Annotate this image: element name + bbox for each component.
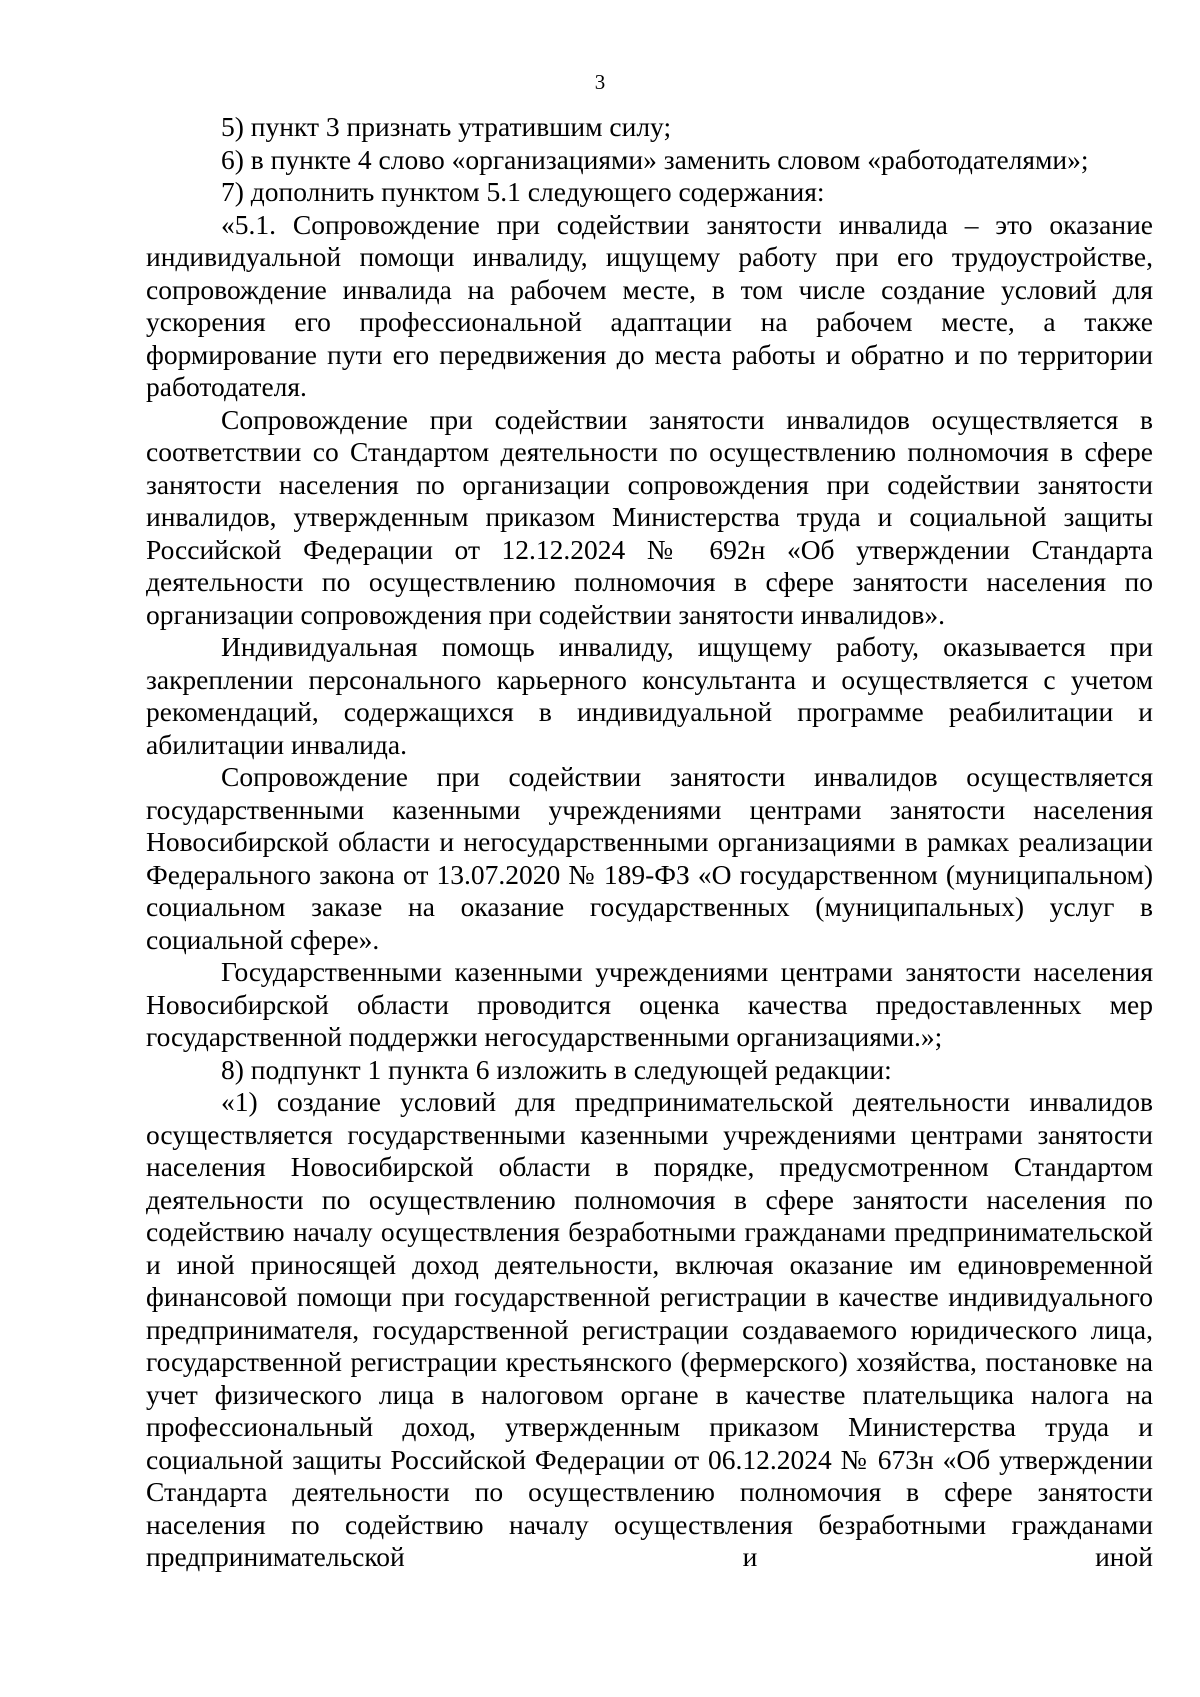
paragraph-item-6: 6) в пункте 4 слово «организациями» заменить словом «работодателями»; — [221, 143, 1089, 175]
paragraph-support-standard: Сопровождение при содействии занятости инвалидов осуществляется в соответствии со Стандартом деятельности по осуществлению полномочия в сфере занятости населения по организации сопровождения при содействии занятости инвалидов, утвержденным приказом Министерства труда и социальной защиты Российской Федерации от 12.12.2024 № 692н «Об утверждении Стандарта деятельности по осуществлению полномочия в сфере занятости населения по организации сопровождения при содействии занятости инвалидов». — [146, 403, 1153, 630]
paragraph-item-7: 7) дополнить пунктом 5.1 следующего содержания: — [221, 176, 825, 207]
paragraph-item-8: 8) подпункт 1 пункта 6 изложить в следующей редакции: — [221, 1053, 892, 1085]
paragraph-support-providers: Сопровождение при содействии занятости инвалидов осуществляется государственными казенными учреждениями центрами занятости населения Новосибирской области и негосударственными организациями в рамках реализации Федерального закона от 13.07.2020 № 189-ФЗ «О государственном (муниципальном) социальном заказе на оказание государственных (муниципальных) услуг в социальной сфере». — [146, 761, 1153, 955]
paragraph-clause-5-1: «5.1. Сопровождение при содействии занятости инвалида – это оказание индивидуальной помощи инвалиду, ищущему работу при его трудоустройстве, сопровождение инвалида на рабочем месте, в том числе создание условий для ускорения его профессиональной адаптации на рабочем месте, а также формирование пути его передвижения до места работы и обратно и по территории работодателя. — [146, 208, 1153, 402]
paragraph-quality-assessment: Государственными казенными учреждениями центрами занятости населения Новосибирской области проводится оценка качества предоставленных мер государственной поддержки негосударственными организациями.»; — [146, 956, 1153, 1052]
page-number: 3 — [594, 70, 606, 94]
paragraph-individual-help: Индивидуальная помощь инвалиду, ищущему работу, оказывается при закреплении персонального карьерного консультанта и осуществляется с учетом рекомендаций, содержащихся в индивидуальной программе реабилитации и абилитации инвалида. — [146, 631, 1153, 760]
paragraph-item-5: 5) пункт 3 признать утратившим силу; — [221, 111, 672, 142]
document-body — [146, 111, 1153, 1574]
paragraph-subclause-1: «1) создание условий для предпринимательской деятельности инвалидов осуществляется государственными казенными учреждениями центрами занятости населения Новосибирской области в порядке, предусмотренном Стандартом деятельности по осуществлению полномочия в сфере занятости населения по содействию началу осуществления безработными гражданами предпринимательской и иной приносящей доход деятельности, включая оказание им единовременной финансовой помощи при государственной регистрации в качестве индивидуального предпринимателя, государственной регистрации создаваемого юридического лица, государственной регистрации крестьянского (фермерского) хозяйства, постановке на учет физического лица в налоговом органе в качестве плательщика налога на профессиональный доход, утвержденным приказом Министерства труда и социальной защиты Российской Федерации от 06.12.2024 № 673н «Об утверждении Стандарта деятельности по осуществлению полномочия в сфере занятости населения по содействию началу осуществления безработными гражданами предпринимательской и иной — [146, 1086, 1153, 1572]
